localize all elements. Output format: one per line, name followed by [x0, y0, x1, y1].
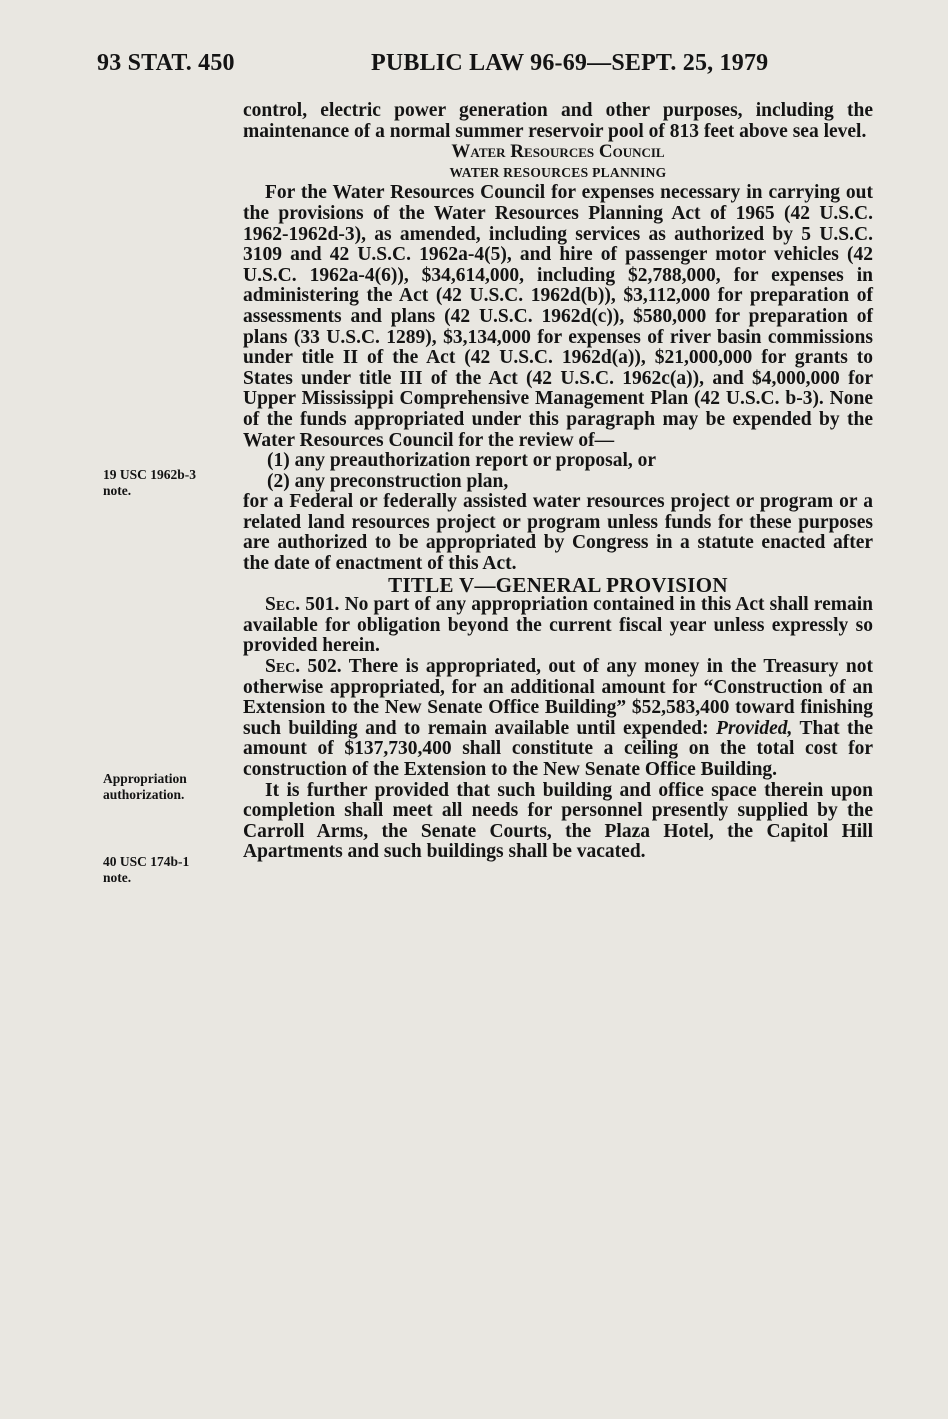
section-502-paragraph: [243, 657, 873, 781]
title-heading: TITLE V—GENERAL PROVISION: [388, 572, 728, 597]
project-restriction-paragraph: for a Federal or federally assisted water resources project or program or a related land resources project or program unless funds for these purposes are authorized to be appropriated by Congress in a statute enacted after the date of enactment of this Act.: [243, 491, 873, 575]
margin-note-line: note.: [103, 870, 132, 885]
margin-note-line: authorization.: [103, 787, 185, 802]
margin-note-usc-174b: [103, 854, 223, 886]
section-text: That the amount of $137,730,400 shall constitute a ceiling on the total cost for construction of the Extension to the New Senate Office Building.: [243, 717, 874, 780]
section-label: Sec. 501.: [265, 594, 340, 616]
margin-note-usc-1962b: [103, 467, 223, 499]
opening-paragraph: control, electric power generation and other purposes, including the maintenance of a normal summer reservoir pool of 813 feet above sea level.: [243, 100, 873, 142]
body-text-column: [243, 101, 873, 863]
section-text: No part of any appropriation contained in this Act shall remain available for obligation beyond the current fiscal year unless expressly so provided herein.: [243, 594, 874, 657]
section-501-paragraph: [243, 595, 873, 657]
public-law-title: PUBLIC LAW 96-69—SEPT. 25, 1979: [371, 50, 769, 76]
final-paragraph: It is further provided that such building and office space therein upon completion shall meet all needs for personnel presently supplied by the Carroll Arms, the Senate Courts, the Plaza Hotel, the Capitol Hill Apartments and such buildings shall be vacated.: [243, 779, 873, 863]
section-label: Sec. 502.: [265, 656, 342, 678]
margin-note-line: 19 USC 1962b-3: [103, 467, 197, 482]
provided-term: Provided,: [716, 717, 793, 739]
page-header: [0, 50, 948, 84]
section-heading: WATER RESOURCES PLANNING: [449, 164, 667, 180]
section-text: There is appropriated, out of any money in the Treasury not otherwise appropriated, for an additional amount for “Construction of an Extension to the New Senate Office Building” $52,583,400 toward finishing such building and to remain available until expended:: [243, 656, 873, 739]
agency-heading: Water Resources Council: [451, 141, 665, 163]
margin-note-appropriation: [103, 771, 223, 803]
water-resources-paragraph: For the Water Resources Council for expenses necessary in carrying out the provisions of the Water Resources Planning Act of 1965 (42 U.S.C. 1962-1962d-3), as amended, including services as authorized by 5 U.S.C. 3109 and 42 U.S.C. 1962a-4(5), and hire of passenger motor vehicles (42 U.S.C. 1962a-4(6)), $34,614,000, including $2,788,000, for expenses in administering the Act (42 U.S.C. 1962d(b)), $3,112,000 for preparation of assessments and plans (42 U.S.C. 1962d(c)), $580,000 for preparation of plans (33 U.S.C. 1289), $3,134,000 for expenses of river basin commissions under title II of the Act (42 U.S.C. 1962d(a)), $21,000,000 for grants to States under title III of the Act (42 U.S.C. 1962c(a)), and $4,000,000 for Upper Mississippi Comprehensive Management Plan (42 U.S.C. b-3). None of the funds appropriated under this paragraph may be expended by the Water Resources Council for the review of—: [243, 182, 873, 451]
margin-note-line: 40 USC 174b-1: [103, 854, 190, 869]
list-item: (1) any preauthorization report or proposal, or: [267, 450, 657, 472]
margin-note-line: Appropriation: [103, 771, 187, 786]
statute-page-number: 93 STAT. 450: [97, 50, 235, 76]
margin-note-line: note.: [103, 483, 132, 498]
list-item: (2) any preconstruction plan,: [267, 470, 509, 492]
